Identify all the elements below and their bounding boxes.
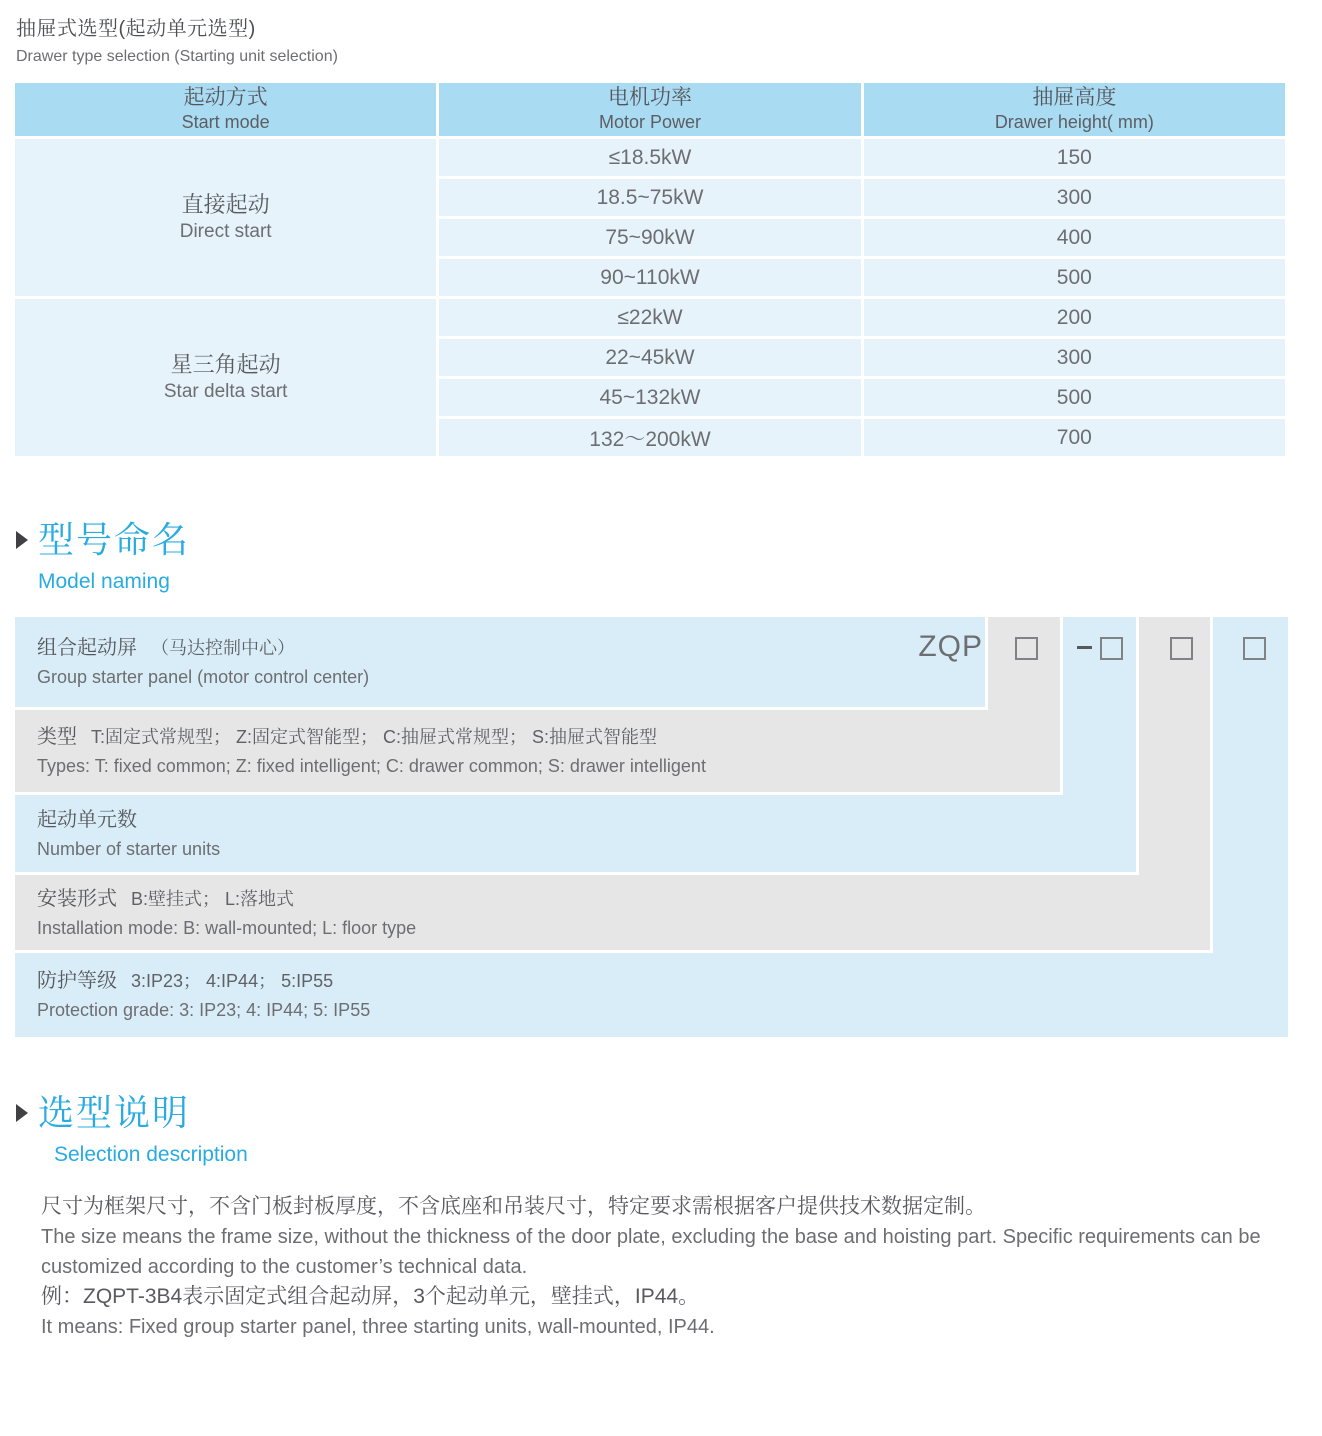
step5-label-en: Protection grade: 3: IP23; 4: IP44; 5: IP55	[37, 1000, 371, 1020]
description-line: The size means the frame size, without the thickness of the door plate, excluding the base and hoisting part. Specific requirements can be customized according to the customer’s technical data.	[41, 1226, 1261, 1278]
direct-start-en: Direct start	[179, 221, 272, 242]
page-title-en: Drawer type selection (Starting unit selection)	[16, 48, 338, 65]
naming-step-starter-units	[15, 795, 1136, 872]
height-cell: 200	[864, 299, 1285, 336]
selection-description-heading	[16, 1093, 248, 1167]
model-code-dash	[1077, 646, 1092, 649]
power-cell: ≤22kW	[439, 299, 860, 336]
table-row	[15, 139, 1285, 176]
drawer-selection-table	[12, 80, 1288, 459]
height-cell: 500	[864, 379, 1285, 416]
model-code-prefix: ZQP	[918, 630, 983, 663]
section-arrow-icon	[16, 1104, 28, 1122]
start-mode-star-delta-cell	[15, 299, 436, 456]
col-header-start-mode	[15, 83, 436, 136]
power-cell: 22~45kW	[439, 339, 860, 376]
description-line: 尺寸为框架尺寸，不含门板封板厚度，不含底座和吊装尺寸，特定要求需根据客户提供技术数据定制。	[41, 1195, 986, 1218]
naming-step-type	[15, 710, 1060, 792]
section-arrow-icon	[16, 531, 28, 549]
step3-label-zh: 起动单元数	[37, 808, 137, 831]
power-cell: 132～200kW	[439, 419, 860, 456]
star-delta-start-en: Star delta start	[163, 381, 288, 402]
naming-step-protection-grade	[15, 953, 1288, 1037]
step2-label-zh: 类型	[37, 726, 77, 748]
direct-start-zh: 直接起动	[181, 192, 270, 217]
description-line: 例：ZQPT-3B4表示固定式组合起动屏，3个起动单元，壁挂式，IP44。	[41, 1285, 700, 1308]
page-header	[16, 12, 338, 66]
description-line: It means: Fixed group starter panel, three starting units, wall-mounted, IP44.	[41, 1316, 715, 1338]
model-code-box-protection	[1243, 637, 1266, 660]
start-mode-direct-cell	[15, 139, 436, 296]
power-cell: ≤18.5kW	[439, 139, 860, 176]
power-cell: 18.5~75kW	[439, 179, 860, 216]
col-header-motor-power	[439, 83, 860, 136]
col-header-drawer-height-zh: 抽屉高度	[1032, 86, 1117, 109]
step5-label-zh: 防护等级	[37, 970, 117, 992]
model-code-box-units	[1100, 637, 1123, 660]
model-code-box-installation	[1170, 637, 1193, 660]
model-naming-title-en: Model naming	[38, 570, 170, 593]
selection-description-text	[41, 1192, 1293, 1342]
height-cell: 400	[864, 219, 1285, 256]
step4-label-en: Installation mode: B: wall-mounted; L: floor type	[37, 917, 417, 938]
selection-title-en: Selection description	[54, 1143, 248, 1166]
step5-note-zh: 3:IP23； 4:IP44； 5:IP55	[131, 971, 334, 991]
selection-title-zh: 选型说明	[38, 1092, 191, 1133]
naming-step-group-starter-panel	[15, 617, 985, 707]
step2-note-zh: T:固定式常规型； Z:固定式智能型； C:抽屉式常规型； S:抽屉式智能型	[91, 727, 658, 747]
model-code-box-type	[1015, 637, 1038, 660]
power-cell: 45~132kW	[439, 379, 860, 416]
step2-label-en: Types: T: fixed common; Z: fixed intelligent; C: drawer common; S: drawer intelligent	[37, 756, 706, 776]
model-naming-diagram	[0, 617, 1322, 1037]
col-header-start-mode-en: Start mode	[181, 112, 270, 132]
height-cell: 700	[864, 419, 1285, 456]
height-cell: 150	[864, 139, 1285, 176]
power-cell: 90~110kW	[439, 259, 860, 296]
col-header-motor-power-zh: 电机功率	[607, 86, 692, 109]
col-header-drawer-height-en: Drawer height( mm)	[994, 112, 1154, 132]
model-naming-title-zh: 型号命名	[38, 519, 191, 560]
page-title-zh: 抽屉式选型(起动单元选型)	[16, 18, 256, 40]
step1-label-en: Group starter panel (motor control center)	[37, 667, 370, 687]
height-cell: 500	[864, 259, 1285, 296]
step3-label-en: Number of starter units	[37, 838, 221, 859]
power-cell: 75~90kW	[439, 219, 860, 256]
naming-step-installation-mode	[15, 875, 1210, 950]
step1-note-zh: （马达控制中心）	[151, 638, 295, 658]
step4-note-zh: B:壁挂式； L:落地式	[131, 888, 295, 909]
col-header-motor-power-en: Motor Power	[598, 112, 702, 132]
star-delta-start-zh: 星三角起动	[170, 352, 281, 377]
col-header-drawer-height	[864, 83, 1285, 136]
height-cell: 300	[864, 179, 1285, 216]
step1-label-zh: 组合起动屏	[37, 637, 137, 659]
step4-label-zh: 安装形式	[37, 887, 117, 910]
height-cell: 300	[864, 339, 1285, 376]
col-header-start-mode-zh: 起动方式	[183, 86, 268, 109]
table-row	[15, 299, 1285, 336]
model-naming-heading	[16, 520, 190, 594]
table-header-row	[15, 83, 1285, 136]
